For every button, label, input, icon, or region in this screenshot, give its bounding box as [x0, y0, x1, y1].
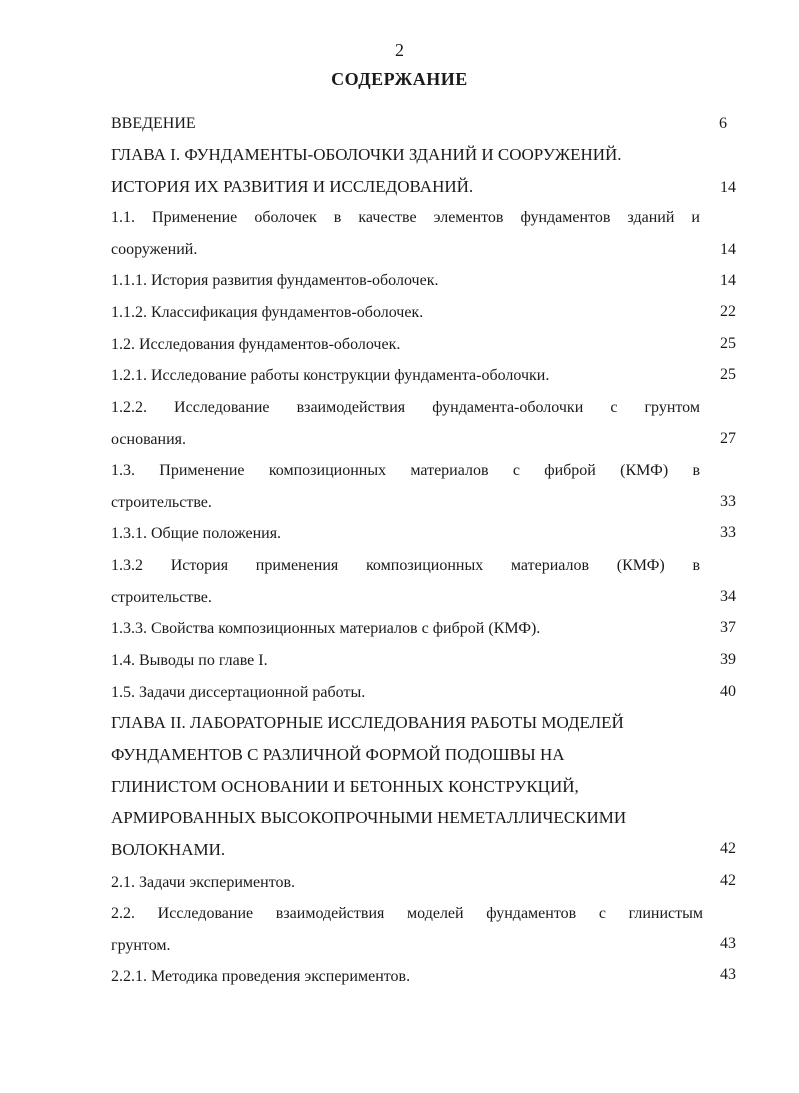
toc-entry-page: 25 — [720, 335, 736, 352]
toc-entry-page: 43 — [720, 966, 736, 983]
toc-entry-title: 1.1.2. Классификация фундаментов-оболочек. — [111, 304, 424, 321]
toc-entry-title: 1.3.1. Общие положения. — [111, 525, 282, 542]
toc-entry-title: строительстве. — [111, 589, 212, 606]
toc-entry-title: 1.2.1. Исследование работы конструкции фундамента-оболочки. — [111, 367, 550, 384]
toc-entry-title: 1.1. Применение оболочек в качестве элементов фундаментов зданий и — [111, 209, 700, 226]
toc-entry-title: 1.3.3. Свойства композиционных материалов с фиброй (КМФ). — [111, 620, 541, 637]
toc-entry-page: 27 — [720, 430, 736, 447]
toc-entry-title: 1.3.2 История применения композиционных материалов (КМФ) в — [111, 557, 700, 574]
toc-entry-title: 1.2. Исследования фундаментов-оболочек. — [111, 336, 401, 353]
toc-entry-page: 39 — [720, 651, 736, 668]
toc-entry-page: 43 — [720, 935, 736, 952]
toc-entry-title: 1.5. Задачи диссертационной работы. — [111, 684, 366, 701]
toc-entry-page: 22 — [720, 303, 736, 320]
toc-entry-title: 2.1. Задачи экспериментов. — [111, 874, 296, 891]
page-title: СОДЕРЖАНИЕ — [331, 69, 468, 89]
toc-entry-title: строительстве. — [111, 494, 212, 511]
toc-entry-title: 1.2.2. Исследование взаимодействия фундамента-оболочки с грунтом — [111, 399, 700, 416]
toc-entry-title: ИСТОРИЯ ИХ РАЗВИТИЯ И ИССЛЕДОВАНИЙ. — [111, 177, 474, 196]
toc-entry-title: сооружений. — [111, 241, 198, 258]
toc-entry-page: 37 — [720, 619, 736, 636]
toc-entry-page: 33 — [720, 524, 736, 541]
toc-entry-title: ГЛАВА II. ЛАБОРАТОРНЫЕ ИССЛЕДОВАНИЯ РАБОТЫ МОДЕЛЕЙ — [111, 713, 624, 732]
toc-entry-title: 1.3. Применение композиционных материалов с фиброй (КМФ) в — [111, 462, 700, 479]
toc-entry-title: ГЛИНИСТОМ ОСНОВАНИИ И БЕТОННЫХ КОНСТРУКЦИЙ, — [111, 777, 579, 796]
toc-entry-page: 14 — [720, 272, 736, 289]
toc-entry-page: 42 — [720, 840, 736, 857]
toc-entry-title: АРМИРОВАННЫХ ВЫСОКОПРОЧНЫМИ НЕМЕТАЛЛИЧЕСКИМИ — [111, 808, 627, 827]
toc-entry-page: 25 — [720, 366, 736, 383]
toc-entry-page: 14 — [720, 179, 736, 196]
toc-entry-page: 40 — [720, 683, 736, 700]
toc-entry-title: 1.1.1. История развития фундаментов-оболочек. — [111, 272, 439, 289]
toc-entry-page: 34 — [720, 588, 736, 605]
toc-entry-title: ВОЛОКНАМИ. — [111, 840, 226, 859]
toc-entry-title: грунтом. — [111, 937, 171, 954]
toc-entry-page: 33 — [720, 493, 736, 510]
toc-entry-title: основания. — [111, 431, 186, 448]
toc-entry-title: ГЛАВА I. ФУНДАМЕНТЫ-ОБОЛОЧКИ ЗДАНИЙ И СООРУЖЕНИЙ. — [111, 145, 622, 164]
toc-entry-title: ВВЕДЕНИЕ — [111, 115, 196, 132]
toc-entry-page: 6 — [719, 115, 727, 132]
toc-entry-title: 2.2. Исследование взаимодействия моделей фундаментов с глинистым — [111, 905, 703, 922]
toc-entry-title: 2.2.1. Методика проведения экспериментов. — [111, 968, 411, 985]
page-number: 2 — [395, 40, 404, 60]
toc-entry-page: 42 — [720, 872, 736, 889]
toc-entry-title: ФУНДАМЕНТОВ С РАЗЛИЧНОЙ ФОРМОЙ ПОДОШВЫ НА — [111, 745, 565, 764]
toc-entry-title: 1.4. Выводы по главе I. — [111, 652, 268, 669]
toc-entry-page: 14 — [720, 241, 736, 258]
